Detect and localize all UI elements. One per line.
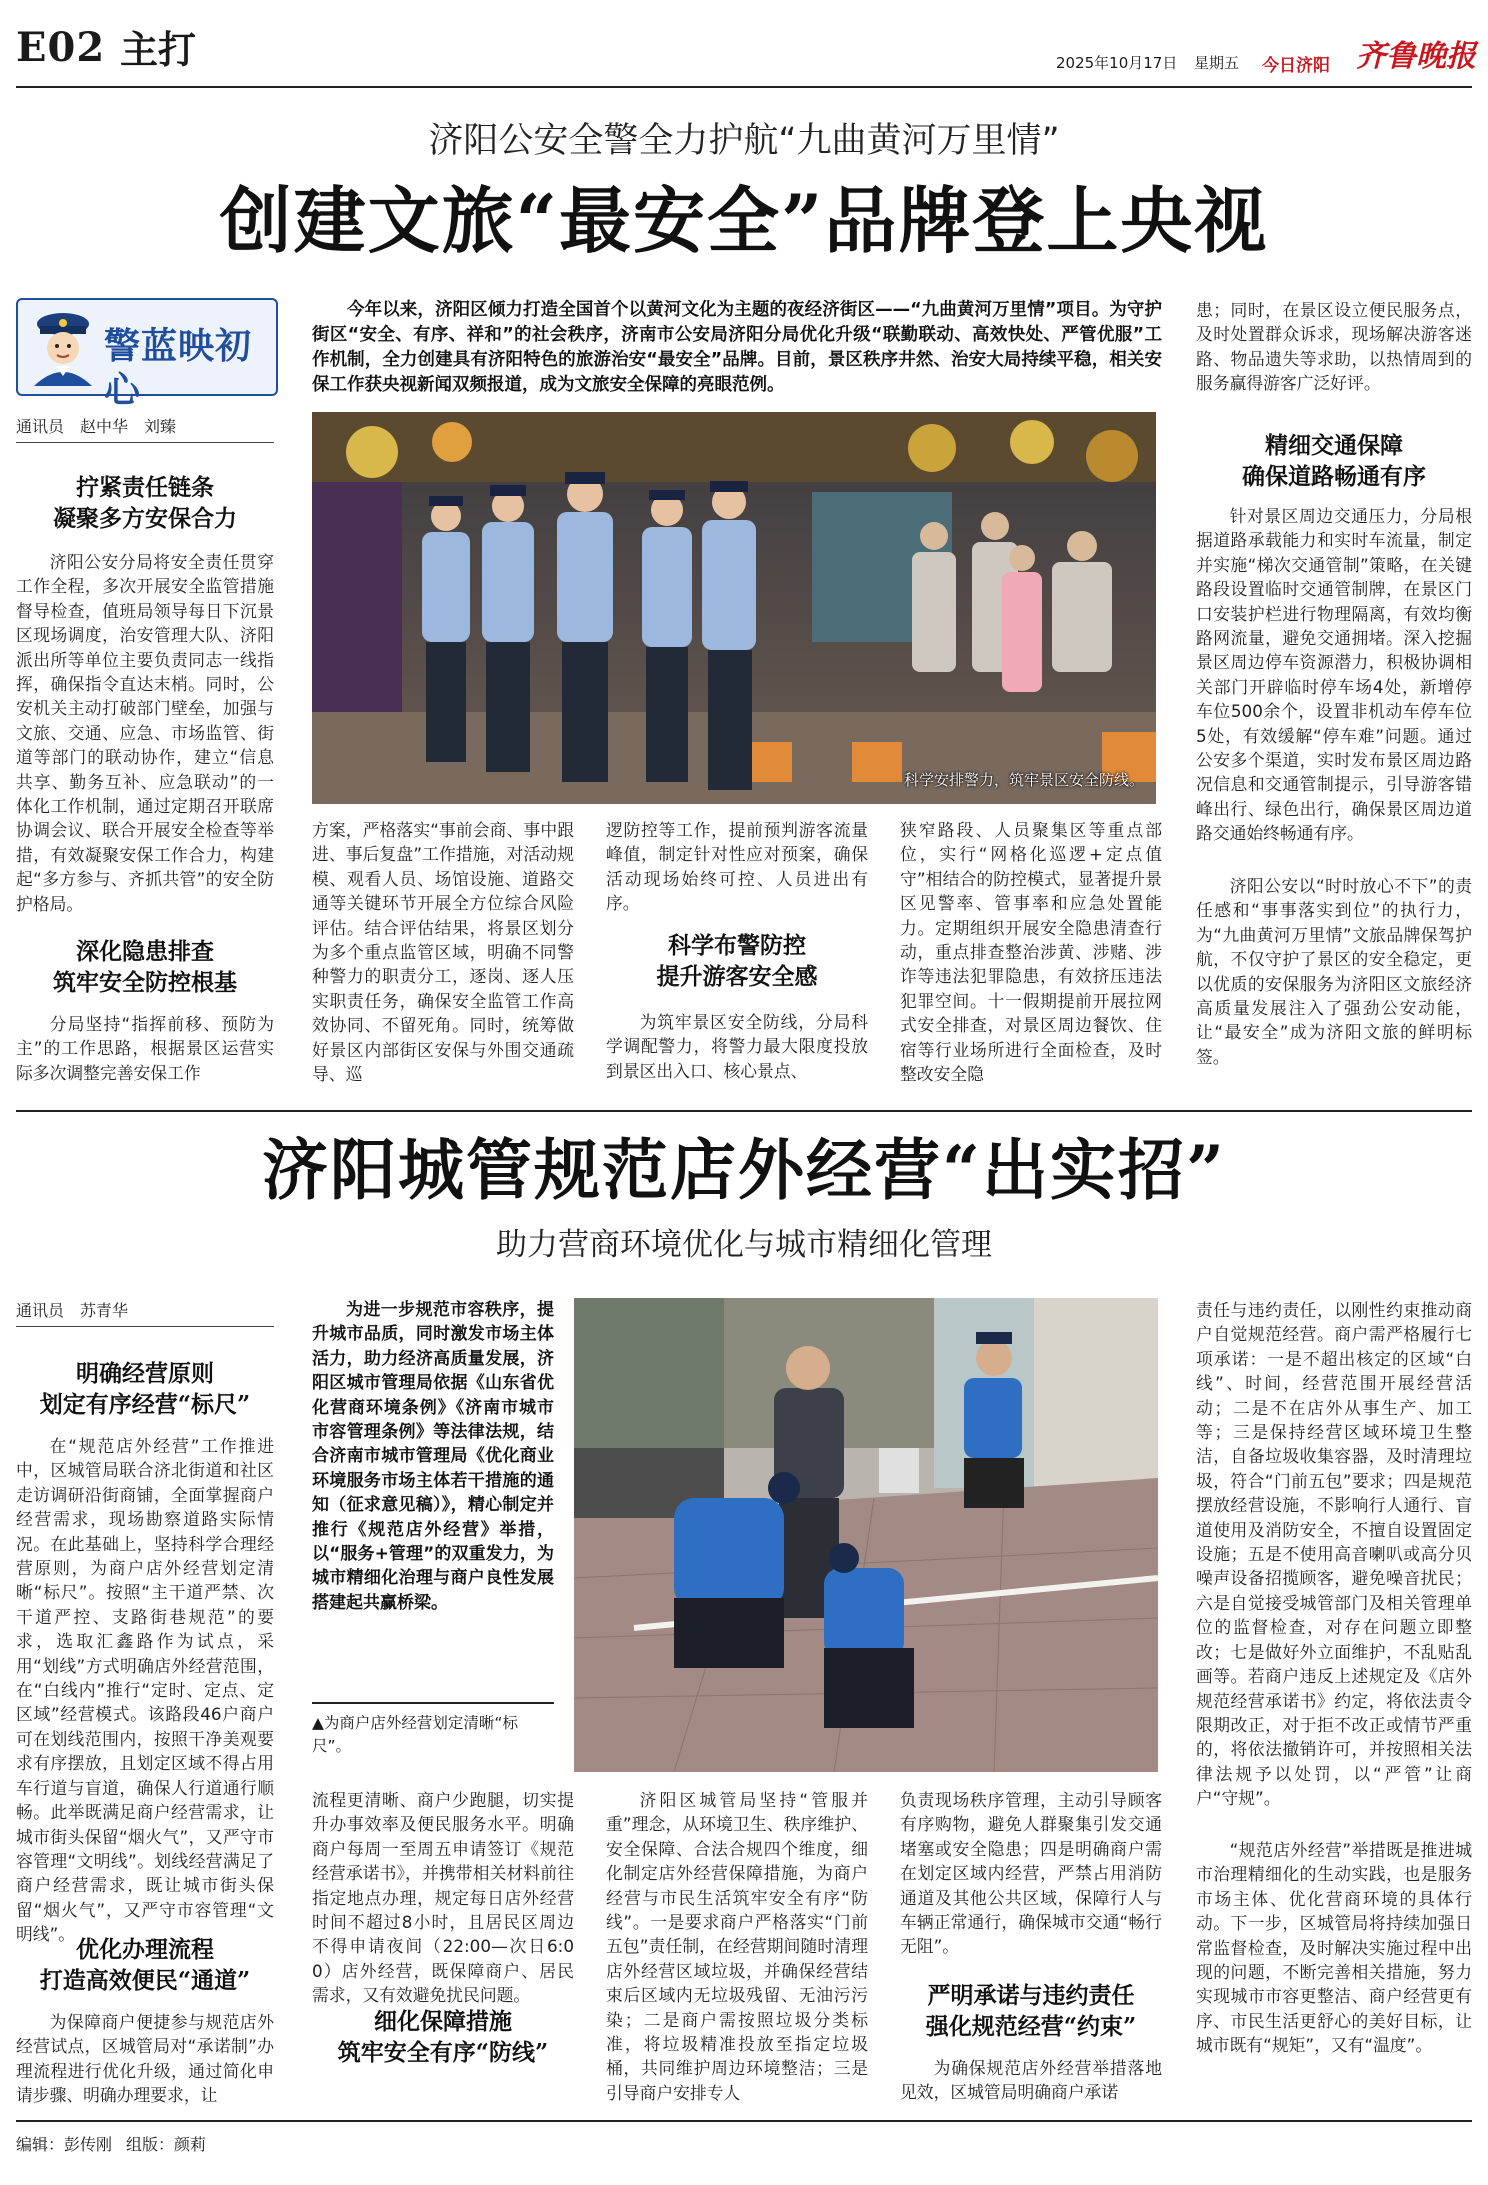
header-edition: 今日济阳 <box>1262 56 1330 76</box>
article1-subhead-4: 精细交通保障 确保道路畅通有序 <box>1242 432 1426 490</box>
footer-rule <box>16 2120 1472 2122</box>
article1-subhead-1: 拧紧责任链条 凝聚多方安保合力 <box>53 474 237 532</box>
article2-byline: 通讯员 苏青华 <box>16 1298 274 1327</box>
article1-col4: 狭窄路段、人员聚集区等重点部位，实行“网格化巡逻+定点值守”相结合的防控模式，显著提升景区见警率、管事率和应急处置能力。定期组织开展安全隐患清查行动，重点排查整治涉黄、涉赌、涉诈等违法犯罪隐患，有效挤压违法犯罪空间。十一假期提前开展拉网式安全排查，对景区周边餐饮、住宿等行业场所进行全面检查，及时整改安全隐 <box>900 820 1162 1085</box>
article2-photo <box>574 1298 1158 1772</box>
badge-title: 警蓝映初心 <box>104 325 253 411</box>
article1-col5-para3: 济阳公安以“时时放心不下”的责任感和“事事落实到位”的执行力，为“九曲黄河万里情”文旅品牌保驾护航，不仅守护了景区的安全稳定，更以优质的安保服务为济阳区文旅经济高质量发展注入了强劲公安动能，让“最安全”成为济阳文旅的鲜明标签。 <box>1196 876 1472 1067</box>
header-rule <box>16 86 1472 88</box>
article2-headline: 济阳城管规范店外经营“出实招” <box>262 1131 1226 1209</box>
article1-col1-para2: 分局坚持“指挥前移、预防为主”的工作思路，根据景区运营实际多次调整完善安保工作 <box>16 1014 274 1083</box>
article2-col5-para2: “规范店外经营”举措既是推进城市治理精细化的生动实践，也是服务市场主体、优化营商环境的具体行动。下一步，区城管局将持续加强日常监督检查，及时解决实施过程中出现的问题，不断完善相关措施，努力实现城市市容更整洁、商户经营更有序、市民生活更舒心的美好目标，让城市既有“规矩”，又有“温度”。 <box>1196 1840 1472 2056</box>
section-name: 主打 <box>120 27 197 72</box>
footer-editor: 编辑：彭传刚 <box>16 2135 113 2154</box>
article2-col5-para1: 责任与违约责任，以刚性约束推动商户自觉规范经营。商户需严格履行七项承诺：一是不超出核定的区域“白线”、时间，经营范围开展经营活动；二是不在店外从事生产、加工等；三是保持经营区域环境卫生整洁，自备垃圾收集容器，及时清理垃圾，符合“门前五包”要求；四是规范摆放经营设施，不影响行人通行、盲道使用及消防安全，不擅自设置固定设施；五是不使用高音喇叭或高分贝噪声设备招揽顾客，避免噪音扰民；六是自觉接受城管部门及相关管理单位的监督检查，对存在问题立即整改；七是做好外立面维护，不乱贴乱画等。若商户违反上述规定及《店外规范经营承诺书》约定，将依法责令限期改正，对于拒不改正或情节严重的，将依法撤销许可，并按照相关法律法规予以处罚，以“严管”让商户“守规”。 <box>1196 1300 1472 1809</box>
page-number: E02 <box>16 24 106 71</box>
header-date: 2025年10月17日 <box>1056 54 1178 72</box>
article2-col1-para1: 在“规范店外经营”工作推进中，区城管局联合济北街道和社区走访调研沿街商铺，全面掌握商户经营需求，现场勘察道路实际情况。在此基础上，坚持科学合理经营原则，为商户店外经营划定清晰“标尺”。按照“主干道严禁、次干道严控、支路街巷规范”的要求，选取汇鑫路作为试点，采用“划线”方式明确店外经营范围，在“白线内”推行“定时、定点、定区域”经营模式。该路段46户商户可在划线范围内，按照干净美观要求有序摆放，且划定区域不得占用车行道与盲道，确保人行道通行顺畅。此举既满足商户经营需求，让城市街头保留“烟火气”，又严守市容管理“文明线”。划线经营满足了商户经营需求，既让城市街头保留“烟火气”，又严守市容管理“文明线”。 <box>16 1436 274 1945</box>
article2-col3: 济阳区城管局坚持“管服并重”理念，从环境卫生、秩序维护、安全保障、合法合规四个维度，细化制定店外经营保障措施，为商户经营与市民生活筑牢安全有序“防线”。一是要求商户严格落实“门前五包”责任制，在经营期间随时清理店外经营区域垃圾，并确保经营结束后区域内无垃圾残留、无油污污染；二是商户需按照垃圾分类标准，将垃圾精准投放至指定垃圾桶，共同维护周边环境整洁；三是引导商户安排专人 <box>606 1790 868 2103</box>
article2-subhead-2: 优化办理流程 打造高效便民“通道” <box>39 1936 251 1994</box>
article2-col2: 流程更清晰、商户少跑腿，切实提升办事效率及便民服务水平。明确商户每周一至周五申请签订《规范经营承诺书》，并携带相关材料前往指定地点办理，规定每日店外经营时间不超过8小时，且居民区周边不得申请夜间（22:00—次日6:00）店外经营，既保障商户、居民需求，又有效避免扰民问题。 <box>312 1790 574 2006</box>
article2-col4-para2: 为确保规范店外经营举措落地见效，区城管局明确商户承诺 <box>900 2058 1162 2103</box>
article1-col1-para1: 济阳公安分局将安全责任贯穿工作全程，多次开展安全监管措施督导检查，值班局领导每日下沉景区现场调度，治安管理大队、济阳派出所等单位主要负责同志一线指挥，确保指令直达末梢。同时，公安机关主动打破部门壁垒，加强与文旅、交通、应急、市场监管、街道等部门的联动协作，建立“信息共享、勤务互补、应急联动”的一体化工作机制，通过定期召开联席协调会议、联合开展安全检查等举措，有效凝聚安保工作合力，构建起“多方参与、齐抓共管”的安全防护格局。 <box>16 552 274 914</box>
article1-col2: 方案，严格落实“事前会商、事中跟进、事后复盘”工作措施，对活动规模、观看人员、场馆设施、道路交通等关键环节开展全方位综合风险评估。结合评估结果，将景区划分为多个重点监管区域，明确不同警种警力的职责分工，逐岗、逐人压实职责任务，确保安全监管工作高效协同、不留死角。同时，统筹做好景区内部街区安保与外围交通疏导、巡 <box>312 820 574 1085</box>
article2-subhead-1: 明确经营原则 划定有序经营“标尺” <box>39 1360 251 1418</box>
police-avatar-icon <box>26 308 100 386</box>
article1-kicker: 济阳公安全警全力护航“九曲黄河万里情” <box>428 121 1060 161</box>
article2-photo-caption: ▲为商户店外经营划定清晰“标尺”。 <box>312 1702 554 1758</box>
article-divider <box>16 1110 1472 1112</box>
footer-layout: 组版：颜莉 <box>126 2135 207 2154</box>
article1-col3-para2: 为筑牢景区安全防线，分局科学调配警力，将警力最大限度投放到景区出入口、核心景点、 <box>606 1012 868 1081</box>
article1-subhead-3: 科学布警防控 提升游客安全感 <box>656 932 818 990</box>
article2-col1-para2: 为保障商户便捷参与规范店外经营试点，区城管局对“承诺制”办理流程进行优化升级，通过简化申请步骤、明确办理要求，让 <box>16 2012 274 2106</box>
paper-logo: 齐鲁晚报 <box>1356 39 1476 74</box>
article1-byline: 通讯员 赵中华 刘臻 <box>16 414 274 443</box>
article1-headline: 创建文旅“最安全”品牌登上央视 <box>219 178 1269 263</box>
article1-subhead-2: 深化隐患排查 筑牢安全防控根基 <box>53 938 237 996</box>
article1-intro: 今年以来，济阳区倾力打造全国首个以黄河文化为主题的夜经济街区——“九曲黄河万里情”项目。为守护街区“安全、有序、祥和”的社会秩序，济南市公安局济阳分局优化升级“联勤联动、高效快处、严管优服”工作机制，全力创建具有济阳特色的旅游治安“最安全”品牌。目前，景区秩序井然、治安大局持续平稳，相关安保工作获央视新闻双频报道，成为文旅安全保障的亮眼范例。 <box>312 300 1162 395</box>
article2-lead: 为进一步规范市容秩序，提升城市品质，同时激发市场主体活力，助力经济高质量发展，济阳区城市管理局依据《山东省优化营商环境条例》《济南市城市市容管理条例》等法律法规，结合济南市城市管理局《优化商业环境服务市场主体若干措施的通知（征求意见稿）》，精心制定并推行《规范店外经营》举措，以“服务+管理”的双重发力，为城市精细化治理与商户良性发展搭建起共赢桥梁。 <box>312 1300 554 1613</box>
article1-col5-para1: 患；同时，在景区设立便民服务点，及时处置群众诉求，现场解决游客迷路、物品遗失等求助，以热情周到的服务赢得游客广泛好评。 <box>1196 300 1472 394</box>
article2-subhead-4: 严明承诺与违约责任 强化规范经营“约束” <box>925 1982 1137 2040</box>
article2-col4-para1: 负责现场秩序管理，主动引导顾客有序购物，避免人群聚集引发交通堵塞或安全隐患；四是明确商户需在划定区域内经营，严禁占用消防通道及其他公共区域，保障行人与车辆正常通行，确保城市交通“畅行无阻”。 <box>900 1790 1162 1957</box>
article1-photo <box>312 412 1156 804</box>
article1-col5-para2: 针对景区周边交通压力，分局根据道路承载能力和实时车流量，制定并实施“梯次交通管制”策略，在关键路段设置临时交通管制牌，在景区门口安装护栏进行物理隔离，有效均衡路网流量，避免交通拥堵。深入挖掘景区周边停车资源潜力，积极协调相关部门开辟临时停车场4处，新增停车位500余个，设置非机动车停车位5处，有效缓解“停车难”问题。通过公安多个渠道，实时发布景区周边路况信息和交通管制提示，引导游客错峰出行、绿色出行，确保景区周边道路交通始终畅通有序。 <box>1196 506 1472 844</box>
article2-subtitle: 助力营商环境优化与城市精细化管理 <box>496 1227 992 1263</box>
article1-col3-para1: 逻防控等工作，提前预判游客流量峰值，制定针对性应对预案，确保活动现场始终可控、人员进出有序。 <box>606 820 868 914</box>
article1-photo-caption: 科学安排警力，筑牢景区安全防线。 <box>903 771 1144 789</box>
article2-subhead-3: 细化保障措施 筑牢安全有序“防线” <box>337 2008 549 2066</box>
column-badge <box>16 298 278 411</box>
header-weekday: 星期五 <box>1194 54 1240 72</box>
